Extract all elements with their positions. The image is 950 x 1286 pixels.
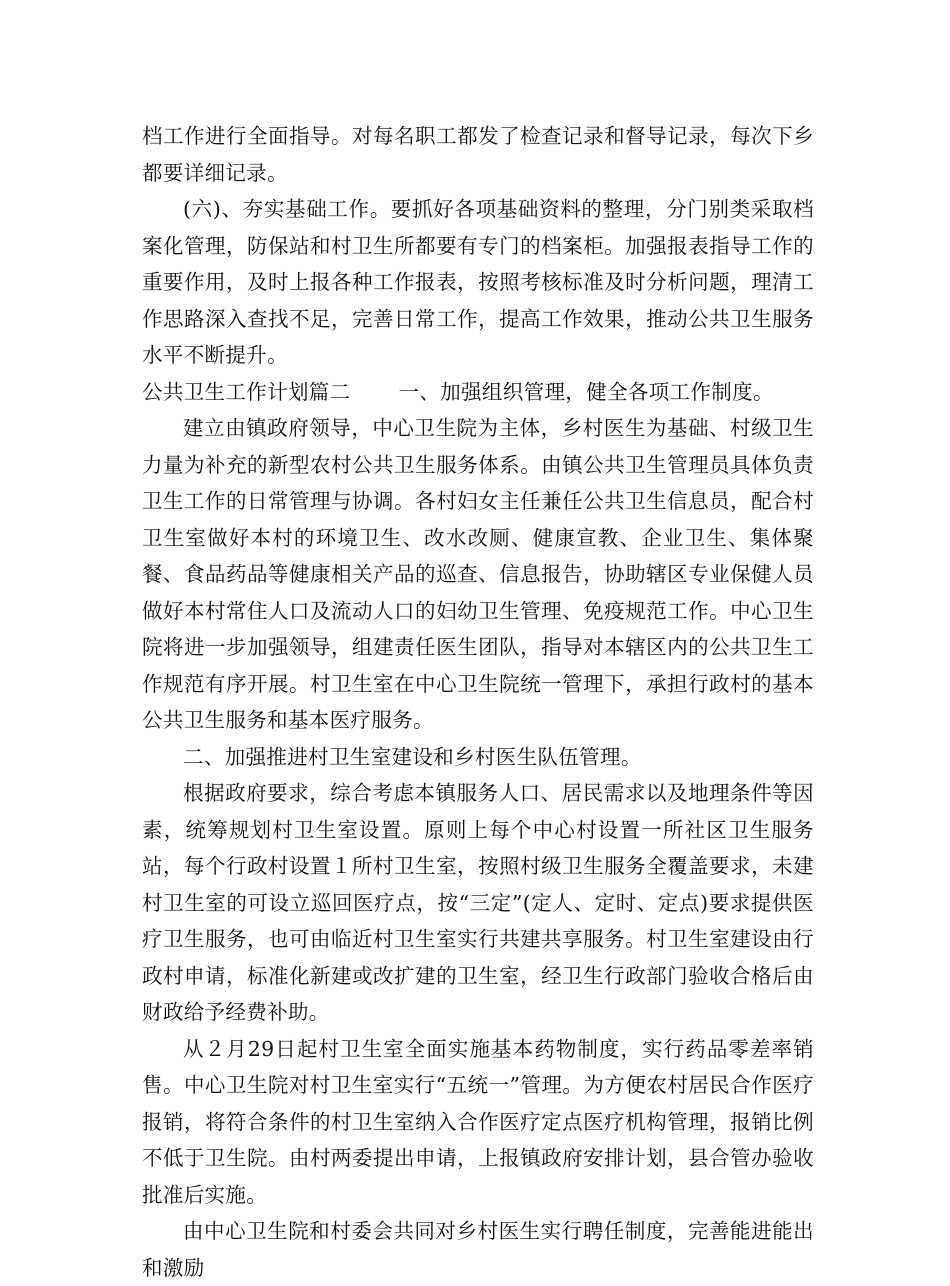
section-subtitle: 一、加强组织管理，健全各项工作制度。 xyxy=(398,379,774,404)
paragraph-clinic-planning: 根据政府要求，综合考虑本镇服务人口、居民需求以及地理条件等因素，统筹规划村卫生室设置。原则上每个中心村设置一所社区卫生服务站，每个行政村设置１所村卫生室，按照村级卫生服务全覆盖要求，未建村卫生室的可设立巡回医疗点，按“三定”(定人、定时、定点)要求提供医疗卫生服务，也可由临近村卫生室实行共建共享服务。村卫生室建设由行政村申请，标准化新建或改扩建的卫生室，经卫生行政部门验收合格后由财政给予经费补助。 xyxy=(142,781,814,1024)
section-title: 公共卫生工作计划篇二 xyxy=(142,379,351,404)
section-heading xyxy=(142,374,814,411)
document-body xyxy=(142,118,814,1286)
paragraph-drug-system: 从２月29日起村卫生室全面实施基本药物制度，实行药品零差率销售。中心卫生院对村卫生室实行“五统一”管理。为方便农村居民合作医疗报销，将符合条件的村卫生室纳入合作医疗定点医疗机构管理，报销比例不低于卫生院。由村两委提出申请，上报镇政府安排计划，县合管办验收批准后实施。 xyxy=(142,1036,814,1207)
paragraph-service-system: 建立由镇政府领导，中心卫生院为主体，乡村医生为基础、村级卫生力量为补充的新型农村公共卫生服务体系。由镇公共卫生管理员具体负责卫生工作的日常管理与协调。各村妇女主任兼任公共卫生信息员，配合村卫生室做好本村的环境卫生、改水改厕、健康宣教、企业卫生、集体聚餐、食品药品等健康相关产品的巡查、信息报告，协助辖区专业保健人员做好本村常住人口及流动人口的妇幼卫生管理、免疫规范工作。中心卫生院将进一步加强领导，组建责任医生团队，指导对本辖区内的公共卫生工作规范有序开展。村卫生室在中心卫生院统一管理下，承担行政村的基本公共卫生服务和基本医疗服务。 xyxy=(142,416,814,732)
paragraph-heading-two: 二、加强推进村卫生室建设和乡村医生队伍管理。 xyxy=(183,744,642,769)
paragraph-foundation-work: (六)、夯实基础工作。要抓好各项基础资料的整理，分门别类采取档案化管理，防保站和村卫生所都要有专门的档案柜。加强报表指导工作的重要作用，及时上报各种工作报表，按照考核标准及时分析问题，理清工作思路深入查找不足，完善日常工作，提高工作效果，推动公共卫生服务水平不断提升。 xyxy=(142,197,814,367)
paragraph-doctor-hiring: 由中心卫生院和村委会共同对乡村医生实行聘任制度，完善能进能出和激励 xyxy=(142,1219,814,1280)
paragraph-continuation: 档工作进行全面指导。对每名职工都发了检查记录和督导记录，每次下乡都要详细记录。 xyxy=(142,124,814,185)
